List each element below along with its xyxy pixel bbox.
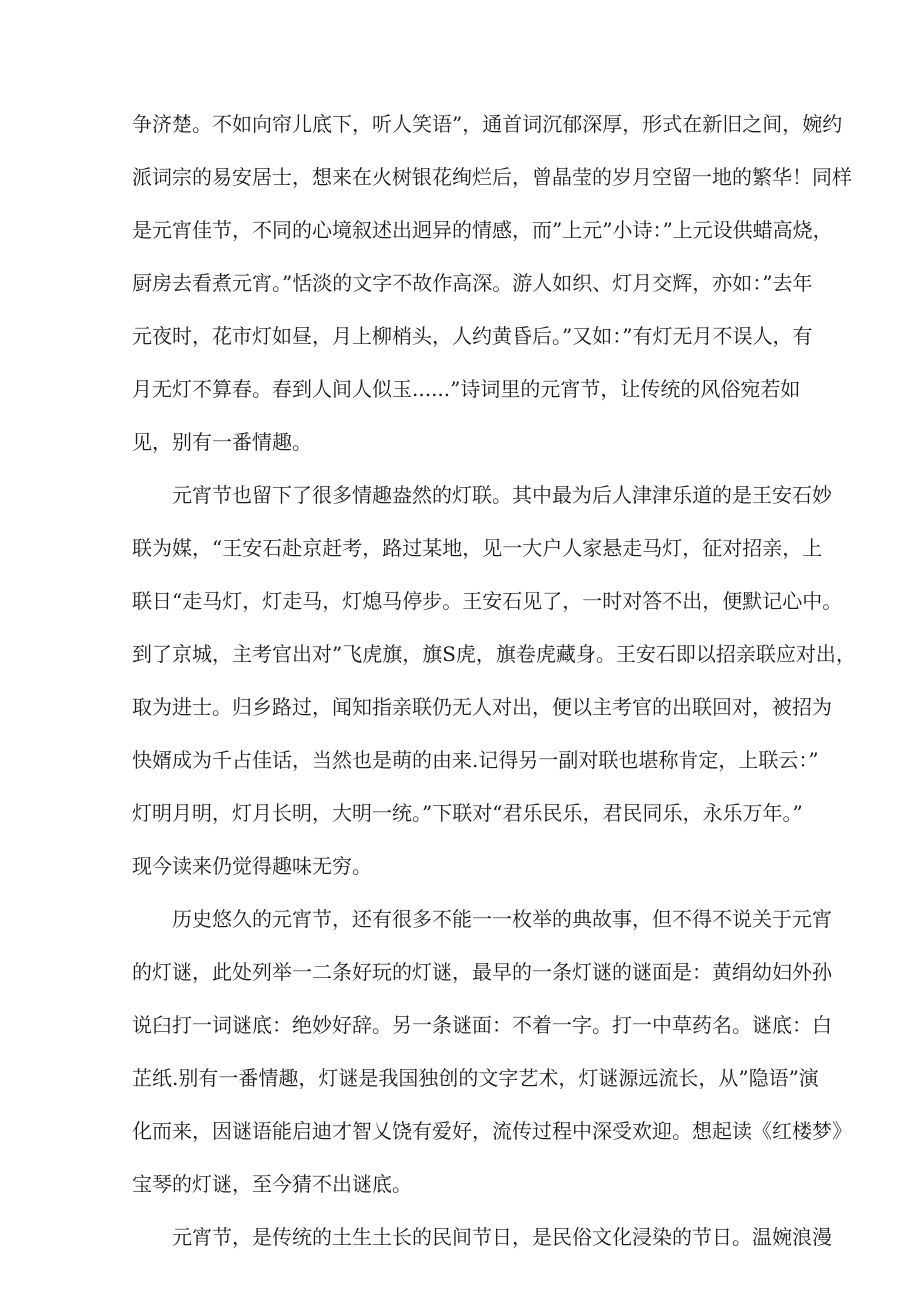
paragraph-4 xyxy=(132,1225,832,1249)
text-line: 取为进士。归乡路过，闻知指亲联仍无人对出，便以主考官的出联回对，被招为 xyxy=(132,695,832,719)
text-line: 是元宵佳节，不同的心境叙述出迥异的情感，而”上元”小诗：”上元设供蜡高烧， xyxy=(132,218,833,242)
text-line: 的灯谜，此处列举一二条好玩的灯谜，最早的一条灯谜的谜面是：黄绢幼妇外孙 xyxy=(132,960,832,984)
text-line: 联日“走马灯，灯走马，灯熄马停步。王安石见了，一时对答不出，便默记心中。 xyxy=(132,589,843,613)
paragraph-3 xyxy=(132,907,852,1196)
text-line: 快婿成为千占佳话，当然也是萌的由来.记得另一副对联也堪称肯定，上联云：” xyxy=(132,748,819,772)
text-line: 宝琴的灯谜，至今猜不出谜底。 xyxy=(132,1172,412,1196)
text-line: 化而来，因谜语能启迪才智乂饶有爱好，流传过程中深受欢迎。想起读《红楼梦》 xyxy=(132,1119,852,1143)
text-line: 派词宗的易安居士，想来在火树银花绚烂后，曾晶莹的岁月空留一地的繁华！同样 xyxy=(132,165,852,189)
text-line: 芷纸.别有一番情趣，灯谜是我国独创的文字艺术，灯谜源远流长，从”隐语”演 xyxy=(132,1066,819,1090)
text-line: 现今读来仍觉得趣味无穷。 xyxy=(132,854,372,878)
text-line: 说臼打一词谜底：绝妙好辞。另一条谜面：不着一字。打一中草药名。谜底：白 xyxy=(132,1013,832,1037)
text-line: 厨房去看煮元宵。”恬淡的文字不故作高深。游人如织、灯月交辉，亦如：”去年 xyxy=(132,271,813,295)
document-body xyxy=(132,112,856,1249)
text-line: 见，别有一番情趣。 xyxy=(132,430,312,454)
text-line: 元宵节也留下了很多情趣盎然的灯联。其中最为后人津津乐道的是王安石妙 xyxy=(132,483,832,507)
text-line: 联为媒，“王安石赴京赶考，路过某地，见一大户人家悬走马灯，征对招亲，上 xyxy=(132,536,823,560)
text-line: 历史悠久的元宵节，还有很多不能一一枚举的典故事，但不得不说关于元宵 xyxy=(132,907,832,931)
text-line: 灯明月明，灯月长明，大明一统。”下联对“君乐民乐，君民同乐，永乐万年。” xyxy=(132,801,803,825)
text-line: 元宵节，是传统的土生土长的民间节日，是民俗文化浸染的节日。温婉浪漫 xyxy=(132,1225,832,1249)
paragraph-2 xyxy=(132,483,856,878)
text-line: 争济楚。不如向帘儿底下，听人笑语”，通首词沉郁深厚，形式在新旧之间，婉约 xyxy=(132,112,843,136)
paragraph-1 xyxy=(132,112,852,454)
text-line: 元夜时，花市灯如昼，月上柳梢头，人约黄昏后。”又如：”有灯无月不误人，有 xyxy=(132,324,813,348)
text-line: 月无灯不算春。春到人间人似玉......”诗词里的元宵节，让传统的风俗宛若如 xyxy=(132,377,801,401)
text-line: 到了京城，主考官出对”飞虎旗，旗S虎，旗卷虎藏身。王安石即以招亲联应对出， xyxy=(132,642,856,666)
